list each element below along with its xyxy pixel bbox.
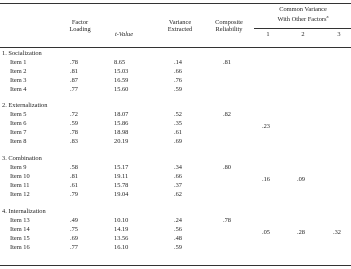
common-variance-cell: .16 bbox=[262, 176, 270, 183]
header-factor-loading-line1: Factor bbox=[71, 19, 89, 26]
t-value-cell: 16.59 bbox=[114, 77, 129, 84]
factor-loading-cell: .75 bbox=[70, 226, 78, 233]
t-value-cell: 14.19 bbox=[114, 226, 129, 233]
header-col-2: 2 bbox=[301, 31, 305, 38]
section-title: 2. Externalization bbox=[2, 102, 48, 109]
header-variance-extracted bbox=[168, 19, 192, 34]
factor-loading-cell: .59 bbox=[70, 120, 78, 127]
factor-loading-cell: .69 bbox=[70, 235, 78, 242]
variance-extracted-cell: .76 bbox=[174, 77, 182, 84]
variance-extracted-cell: .14 bbox=[174, 59, 182, 66]
item-name: Item 16 bbox=[10, 244, 30, 251]
t-value-cell: 18.07 bbox=[114, 111, 129, 118]
item-name: Item 5 bbox=[10, 111, 27, 118]
factor-loading-cell: .49 bbox=[70, 217, 78, 224]
variance-extracted-cell: .62 bbox=[174, 191, 182, 198]
factor-loading-cell: .83 bbox=[70, 138, 78, 145]
header-col-3: 3 bbox=[337, 31, 341, 38]
factor-loading-cell: .78 bbox=[70, 129, 78, 136]
variance-extracted-cell: .59 bbox=[174, 244, 182, 251]
section-title: 1. Socialization bbox=[2, 50, 42, 57]
common-variance-rule bbox=[254, 28, 351, 29]
variance-extracted-cell: .66 bbox=[174, 68, 182, 75]
variance-extracted-cell: .35 bbox=[174, 120, 182, 127]
item-name: Item 9 bbox=[10, 164, 27, 171]
header-factor-loading bbox=[69, 19, 90, 34]
header-factor-loading-line2: Loading bbox=[69, 26, 91, 34]
item-name: Item 7 bbox=[10, 129, 27, 136]
item-name: Item 15 bbox=[10, 235, 30, 242]
t-value-cell: 15.17 bbox=[114, 164, 129, 171]
variance-extracted-cell: .37 bbox=[174, 182, 182, 189]
variance-extracted-cell: .24 bbox=[174, 217, 182, 224]
variance-extracted-cell: .61 bbox=[174, 129, 182, 136]
t-value-cell: 15.78 bbox=[114, 182, 129, 189]
factor-loading-cell: .81 bbox=[70, 68, 78, 75]
factor-loading-cell: .87 bbox=[70, 77, 78, 84]
factor-loading-cell: .79 bbox=[70, 191, 78, 198]
factor-loading-cell: .61 bbox=[70, 182, 78, 189]
common-variance-cell: .28 bbox=[297, 229, 305, 236]
item-name: Item 6 bbox=[10, 120, 27, 127]
header-composite-reliability-line2: Reliability bbox=[215, 26, 243, 34]
factor-loading-cell: .77 bbox=[70, 244, 78, 251]
t-value-cell: 18.98 bbox=[114, 129, 129, 136]
t-value-cell: 19.11 bbox=[114, 173, 129, 180]
header-variance-extracted-line2: Extracted bbox=[167, 26, 193, 34]
header-composite-reliability bbox=[215, 19, 243, 34]
variance-extracted-cell: .34 bbox=[174, 164, 182, 171]
table-top-rule bbox=[0, 3, 351, 4]
header-col-1: 1 bbox=[266, 31, 270, 38]
factor-loading-cell: .58 bbox=[70, 164, 78, 171]
item-name: Item 4 bbox=[10, 86, 27, 93]
factor-loading-cell: .81 bbox=[70, 173, 78, 180]
header-common-variance-line2 bbox=[277, 13, 328, 24]
common-variance-cell: .05 bbox=[262, 229, 270, 236]
item-name: Item 14 bbox=[10, 226, 30, 233]
t-value-cell: 15.60 bbox=[114, 86, 129, 93]
header-t-value: t-Value bbox=[114, 31, 134, 38]
item-name: Item 1 bbox=[10, 59, 27, 66]
header-common-variance-text: With Other Factors bbox=[277, 16, 327, 24]
item-name: Item 10 bbox=[10, 173, 30, 180]
t-value-cell: 15.86 bbox=[114, 120, 129, 127]
t-value-cell: 20.19 bbox=[114, 138, 129, 145]
t-value-cell: 15.03 bbox=[114, 68, 129, 75]
composite-reliability-cell: .81 bbox=[223, 59, 231, 66]
header-common-variance-line1: Common Variance bbox=[279, 6, 327, 13]
composite-reliability-cell: .78 bbox=[223, 217, 231, 224]
variance-extracted-cell: .69 bbox=[174, 138, 182, 145]
t-value-cell: 8.65 bbox=[114, 59, 126, 66]
item-name: Item 13 bbox=[10, 217, 30, 224]
table-bottom-rule bbox=[0, 265, 351, 266]
header-common-variance bbox=[277, 6, 328, 24]
factor-loading-cell: .78 bbox=[70, 59, 78, 66]
composite-reliability-cell: .80 bbox=[223, 164, 231, 171]
item-name: Item 8 bbox=[10, 138, 27, 145]
t-value-cell: 13.56 bbox=[114, 235, 129, 242]
common-variance-cell: .09 bbox=[297, 176, 305, 183]
t-value-cell: 19.04 bbox=[114, 191, 129, 198]
item-name: Item 12 bbox=[10, 191, 30, 198]
header-variance-extracted-line1: Variance bbox=[168, 19, 192, 26]
variance-extracted-cell: .66 bbox=[174, 173, 182, 180]
footnote-marker: a bbox=[326, 14, 329, 20]
variance-extracted-cell: .56 bbox=[174, 226, 182, 233]
common-variance-cell: .23 bbox=[262, 123, 270, 130]
factor-loading-cell: .77 bbox=[70, 86, 78, 93]
variance-extracted-cell: .48 bbox=[174, 235, 182, 242]
factor-loading-cell: .72 bbox=[70, 111, 78, 118]
variance-extracted-cell: .59 bbox=[174, 86, 182, 93]
header-composite-reliability-line1: Composite bbox=[215, 19, 243, 26]
item-name: Item 11 bbox=[10, 182, 30, 189]
variance-extracted-cell: .52 bbox=[174, 111, 182, 118]
section-title: 3. Combination bbox=[2, 155, 42, 162]
t-value-cell: 16.10 bbox=[114, 244, 129, 251]
item-name: Item 3 bbox=[10, 77, 27, 84]
item-name: Item 2 bbox=[10, 68, 27, 75]
header-bottom-rule bbox=[0, 47, 351, 48]
section-title: 4. Internalization bbox=[2, 208, 46, 215]
t-value-cell: 10.10 bbox=[114, 217, 129, 224]
common-variance-cell: .32 bbox=[333, 229, 341, 236]
composite-reliability-cell: .82 bbox=[223, 111, 231, 118]
